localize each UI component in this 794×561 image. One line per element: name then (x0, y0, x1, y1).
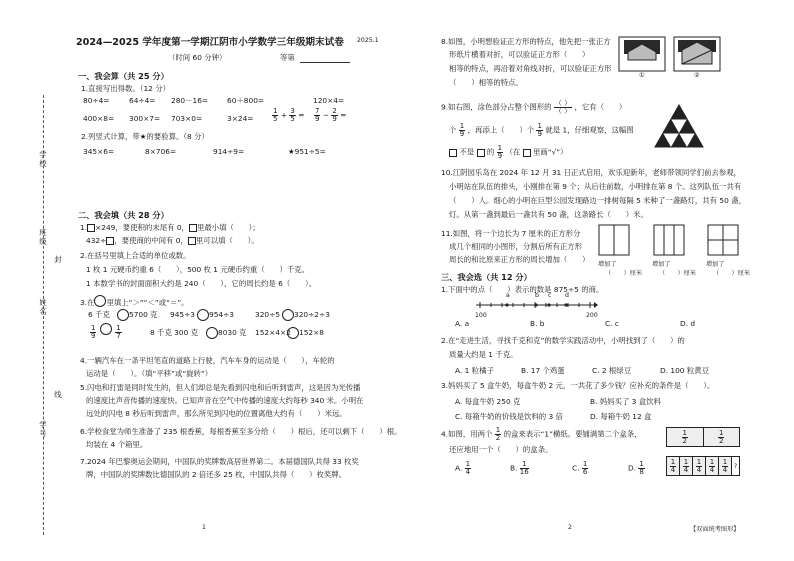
q-text: 里填上“＞”“＜”或“＝”。 (106, 298, 189, 307)
numline-point-label: d (565, 292, 569, 299)
q-text: 432÷ (86, 236, 107, 245)
q10a: 10.江阴园乐岛在 2024 年 12 月 31 日正式启用，欢乐迎新年，老师带领同学们前去参观， (441, 168, 741, 177)
page-number-right: 2 (568, 524, 572, 531)
compare-circle[interactable] (206, 327, 218, 339)
s2-q2b: 1 本数学书的封面面积大约是 240（ ），它的周长约是 6（ ）。 (86, 279, 317, 288)
unknown-mark: ? (733, 462, 738, 470)
calc-item: 80÷4= (83, 96, 110, 105)
q-text: 的 (486, 147, 495, 157)
s2-q3 (80, 293, 189, 307)
s2-q7b: 牌，中国队的奖牌数比德国队的 2 倍还多 25 枚，中国队共得（ ）枚奖牌。 (86, 470, 347, 479)
score-label: 等第 (280, 53, 295, 62)
q9-line1 (441, 100, 626, 115)
section-3-title: 三、我会选（共 12 分） (441, 272, 532, 282)
denominator: 6 (582, 468, 588, 476)
denominator: 4 (696, 465, 702, 474)
q9-line3 (449, 145, 568, 160)
section-1-title: 一、我会算（共 25 分） (78, 71, 169, 81)
q8b: 形纸片横着对折，可以验证正方形（ ） (449, 50, 590, 59)
option-d[interactable]: D. 每箱牛奶 12 盒 (590, 412, 652, 421)
numerator: 1 (465, 460, 471, 468)
option-letter: D. (628, 463, 637, 473)
numline-point-label: c (548, 292, 552, 299)
margin-class-label: 班级 (39, 228, 47, 246)
check-square[interactable] (523, 149, 531, 157)
fold-illustration (618, 36, 728, 78)
denominator: 4 (722, 465, 728, 474)
square-split-figures (598, 224, 740, 258)
s2-q2a: 1 枚 1 元硬币约重 6（ ），500 枚 1 元硬币约重（ ）千克。 (86, 265, 310, 274)
page-number-left: 1 (202, 524, 206, 531)
numerator: 1 (582, 460, 588, 468)
denominator: 5 (290, 115, 295, 123)
q-text: ，要使商的中间有 0， (114, 236, 188, 245)
numerator: 1 (670, 457, 676, 466)
s3-q1: 1.下面中的点（ ）表示的数是 875÷5 的商。 (441, 285, 604, 294)
numline-start: 100 (475, 312, 487, 319)
s3-q2b: 质量大约是 1 千克。 (449, 350, 518, 359)
score-blank (300, 62, 350, 63)
s3-q2a: 2.在“走进生活，寻找千克和克”的数学实践活动中，小明找到了（ ）的 (441, 336, 685, 345)
s2-q1-line1 (80, 223, 260, 232)
check-square[interactable] (449, 149, 457, 157)
q-text: 里画“√”） (532, 147, 568, 157)
q10b: 小明站在队伍的排头，小刚排在第 9 个；从后往前数，小明排在第 8 个。这列队伍一共有 (449, 182, 742, 191)
numerator: 1 (722, 457, 728, 466)
denominator: 4 (670, 465, 676, 474)
vertical-calc-item: 8×706= (145, 147, 177, 156)
q-text: （在 (505, 147, 521, 157)
q-text: ×249，要使积的末尾有 0， (95, 223, 189, 232)
denominator: 9 (537, 130, 542, 138)
option-a[interactable]: A. 每盒牛奶 250 克 (455, 397, 521, 406)
numerator: 1 (537, 122, 542, 130)
option-c[interactable]: C. 每箱牛奶的价钱是饮料的 3 倍 (455, 412, 563, 421)
option-d[interactable] (628, 461, 645, 476)
footer-note: 【双面统考图形】 (690, 526, 740, 533)
q-text: ，再添上（ ）个 (467, 125, 535, 135)
s2-q5d: 远处的闪电 8 秒后听到雷声，那么所见到闪电的位置离他大约有（ ）米远。 (86, 409, 347, 418)
margin-number-label: 学号 (39, 420, 47, 438)
numerator: 1 (683, 457, 689, 466)
compare-circle[interactable] (94, 295, 106, 307)
s2-q7a: 7.2024 年巴黎奥运会期间，中国队的奖牌数高居世界第二。本届德国队共得 33 枚奖 (80, 457, 359, 466)
calc-fraction-item: $\frac{7}{9}$ − $\frac{2}{9}$ = (315, 107, 347, 123)
compare-right: 8030 克 (218, 328, 247, 337)
option-letter: C. (572, 463, 580, 473)
fold-label-1: ① (639, 72, 645, 79)
denominator: 9 (332, 115, 337, 123)
q11-label: 增加了 (598, 261, 617, 268)
numerator: 1 (709, 457, 715, 466)
q-text: 的盒来表示“1”横纸。要铺满第二个盒条， (503, 429, 642, 439)
q11-label: 增加了 (706, 261, 725, 268)
option-d[interactable]: D. 100 粒黄豆 (660, 366, 710, 375)
q8d: （ ）相等的特点。 (449, 78, 523, 87)
option-b[interactable] (510, 461, 529, 476)
numerator: 7 (315, 107, 320, 115)
denominator: 2 (682, 436, 687, 445)
calc-item: 280－16= (171, 96, 209, 105)
q8a: 8.如图，小明想验证正方形的特点，他先把一张正方 (441, 37, 611, 46)
s2-q5a: 5.闪电和打雷是同时发生的，但人们却总是先看到闪电和后听到雷声，这是因为光传播 (80, 383, 361, 392)
compare-circle[interactable] (117, 309, 129, 321)
numerator: 1 (682, 428, 687, 437)
option-c[interactable]: C. c (605, 319, 619, 328)
compare-fraction-row (90, 322, 122, 340)
numerator: 1 (273, 107, 278, 115)
q-text: 里可以填（ ）。 (195, 236, 259, 245)
q11-unit: （ ）厘米 (713, 270, 751, 277)
q11c: 周长的和比原来正方形的周长增加（ ） (449, 255, 590, 264)
q11b: 成几个相同的小图形，分割后所有正方形 (449, 242, 583, 251)
numerator: 1 (520, 461, 529, 469)
numline-point-label: b (535, 292, 539, 299)
numerator: 1 (459, 122, 465, 130)
fraction-blank[interactable]: $\frac{( )}{( )}$ (554, 99, 572, 115)
option-b[interactable]: B. 妈妈买了 3 盒饮料 (590, 397, 661, 406)
compare-right: 954÷3 (209, 310, 235, 319)
q-text: 就是 1，仔细观察，这幅图 (545, 125, 634, 135)
option-b[interactable]: B. b (530, 319, 545, 328)
s3-q4-line1 (441, 427, 642, 442)
numline-point-label: a (506, 292, 510, 299)
numerator: 1 (116, 323, 121, 332)
s2-q5b: 的速度比声音传播的速度快。已知声音在空气中传播的速度大约每秒 340 米。小明在 (86, 396, 364, 405)
s2-q1-line2 (86, 236, 259, 245)
q9-line2 (449, 123, 634, 138)
fraction-bar-top (666, 427, 740, 447)
calc-item: 60＋800= (227, 96, 265, 105)
calc-item: 300×7= (129, 114, 161, 123)
check-square[interactable] (477, 149, 485, 157)
numerator: 1 (91, 323, 96, 332)
option-a[interactable]: A. a (455, 319, 470, 328)
s2-q6b: 均装在 4 个箱里。 (86, 440, 148, 449)
denominator: 5 (273, 115, 278, 123)
compare-left: 8 千克 300 克 (150, 328, 199, 337)
compare-circle[interactable] (100, 323, 112, 335)
q10d: 灯。从第一盏到最后一盏共有 50 盏，这条路长（ ）米。 (449, 210, 648, 219)
numline-end: 200 (586, 312, 598, 319)
compare-circle[interactable] (197, 309, 209, 321)
compare-circle[interactable] (287, 327, 299, 339)
numerator: 1 (696, 457, 702, 466)
s2-q4b: 运动是（ ）。（填“平移”或“旋转”） (86, 369, 213, 378)
denominator: 9 (497, 152, 503, 160)
exam-title: 2024—2025 学年度第一学期江阴市小学数学三年级期末试卷 (76, 37, 344, 48)
triangle-figure (654, 104, 704, 148)
denominator: 8 (639, 468, 644, 476)
q11-unit: （ ）厘米 (659, 270, 697, 277)
compare-left: 945÷3 (170, 310, 196, 319)
denominator: 2 (495, 434, 501, 442)
fold-label-2: ② (694, 72, 700, 79)
option-c[interactable] (572, 461, 588, 476)
compare-circle[interactable] (282, 309, 294, 321)
q-text: 3.在 (80, 298, 95, 307)
option-letter: A. (455, 463, 463, 473)
option-letter: B. (510, 463, 518, 473)
s3-q3: 3.妈妈买了 5 盒牛奶，每盒牛奶 2 元，一共花了多少钱？应补充的条件是（ ）。 (441, 381, 715, 390)
calc-item: 400×8= (83, 114, 115, 123)
q-text: 不是 (459, 147, 475, 157)
denominator: 9 (91, 331, 96, 340)
calc-item: 120×4= (313, 96, 345, 105)
denominator: 4 (709, 465, 715, 474)
margin-seal-mark: 封 (54, 255, 62, 264)
calc-item: 64÷4= (129, 96, 156, 105)
calc-fraction-item: $\frac{1}{5}$ + $\frac{3}{5}$ = (273, 107, 305, 123)
s2-q2: 2.在括号里填上合适的单位或数。 (80, 251, 191, 260)
blank-square[interactable] (188, 237, 196, 245)
denominator: 4 (683, 465, 689, 474)
exam-date: 2025.1 (357, 37, 379, 44)
option-a[interactable]: A. 1 粒橘子 (455, 366, 494, 375)
numerator: 2 (332, 107, 337, 115)
numerator: 1 (497, 144, 503, 152)
vertical-calc-item: 345×6= (83, 147, 115, 156)
q10c: （ ）人。细心的小明在巨型公园发现路边一排树每隔 5 米种了一盏路灯，共有 50 盏， (449, 196, 746, 205)
vertical-calc-item: 914÷9= (213, 147, 245, 156)
denominator: 7 (116, 331, 121, 340)
compare-right: 5700 克 (129, 310, 158, 319)
option-b[interactable]: B. 17 个鸡蛋 (521, 366, 565, 375)
q-text: 里最小填（ ）； (196, 223, 260, 232)
q2-instruction: 2.列竖式计算，带★的要验算。（8 分） (81, 132, 209, 141)
equals: = (340, 110, 347, 120)
s2-q4a: 4.一辆汽车在一条平坦笔直的道路上行驶，汽车车身的运动是（ ），车轮的 (80, 356, 335, 365)
denominator: 2 (719, 436, 724, 445)
compare-left: 6 千克 (88, 310, 110, 319)
s2-q6a: 6.学校食堂为师生准备了 235 根香蕉，每根香蕉至多分给（ ）根后，还可以剩下（ ）根。 (80, 427, 402, 436)
margin-school-label: 学校 (39, 150, 47, 168)
option-d[interactable]: D. d (680, 319, 696, 328)
q8c: 相等的特点，再沿着对角线对折，可以验证正方形 (449, 64, 612, 73)
calc-item: 3×24= (227, 114, 254, 123)
denominator: 16 (519, 468, 529, 476)
numerator: 3 (290, 107, 295, 115)
q-text: 个 (449, 125, 457, 135)
section-2-title: 二、我会填（共 28 分） (78, 210, 169, 220)
numerator: 1 (495, 426, 501, 434)
q1-instruction: 1.直接写出得数。（12 分） (81, 84, 171, 93)
denominator: 9 (315, 115, 320, 123)
q-num: 1. (80, 223, 88, 232)
margin-line-mark: 线 (54, 390, 62, 399)
s3-q4-line2: 还应地用一个（ ）的盒条。 (449, 445, 553, 454)
q11-unit: （ ）厘米 (605, 270, 643, 277)
equals: = (298, 110, 305, 120)
q11a: 11.如图，将一个边长为 7 厘米的正方形分 (441, 229, 581, 238)
compare-right: 152×8 (299, 328, 325, 337)
option-a[interactable] (455, 461, 471, 476)
calc-item: 703×0= (171, 114, 203, 123)
denominator: 9 (459, 130, 465, 138)
compare-left: 320÷5 (255, 310, 281, 319)
q-text: ，它有（ ） (574, 102, 627, 112)
compare-left: 152×4×2 (255, 328, 291, 337)
time-note: （时间 60 分钟） (168, 53, 227, 62)
fraction-bar-bottom (666, 456, 740, 476)
denominator: 4 (465, 468, 471, 476)
numerator: 1 (719, 428, 724, 437)
vertical-calc-item: ★951÷5= (288, 147, 326, 156)
blank-square[interactable] (189, 224, 197, 232)
q11-label: 增加了 (652, 261, 671, 268)
margin-name-label: 姓名 (39, 298, 47, 316)
q-text: 4.如图，用两个 (441, 429, 493, 439)
q-text: 9.如右图，涂色部分占整个图形的 (441, 102, 552, 112)
option-c[interactable]: C. 2 根绿豆 (592, 366, 632, 375)
compare-right: 320÷2÷3 (294, 310, 330, 319)
numerator: 1 (639, 460, 644, 468)
blank-square[interactable] (87, 224, 95, 232)
